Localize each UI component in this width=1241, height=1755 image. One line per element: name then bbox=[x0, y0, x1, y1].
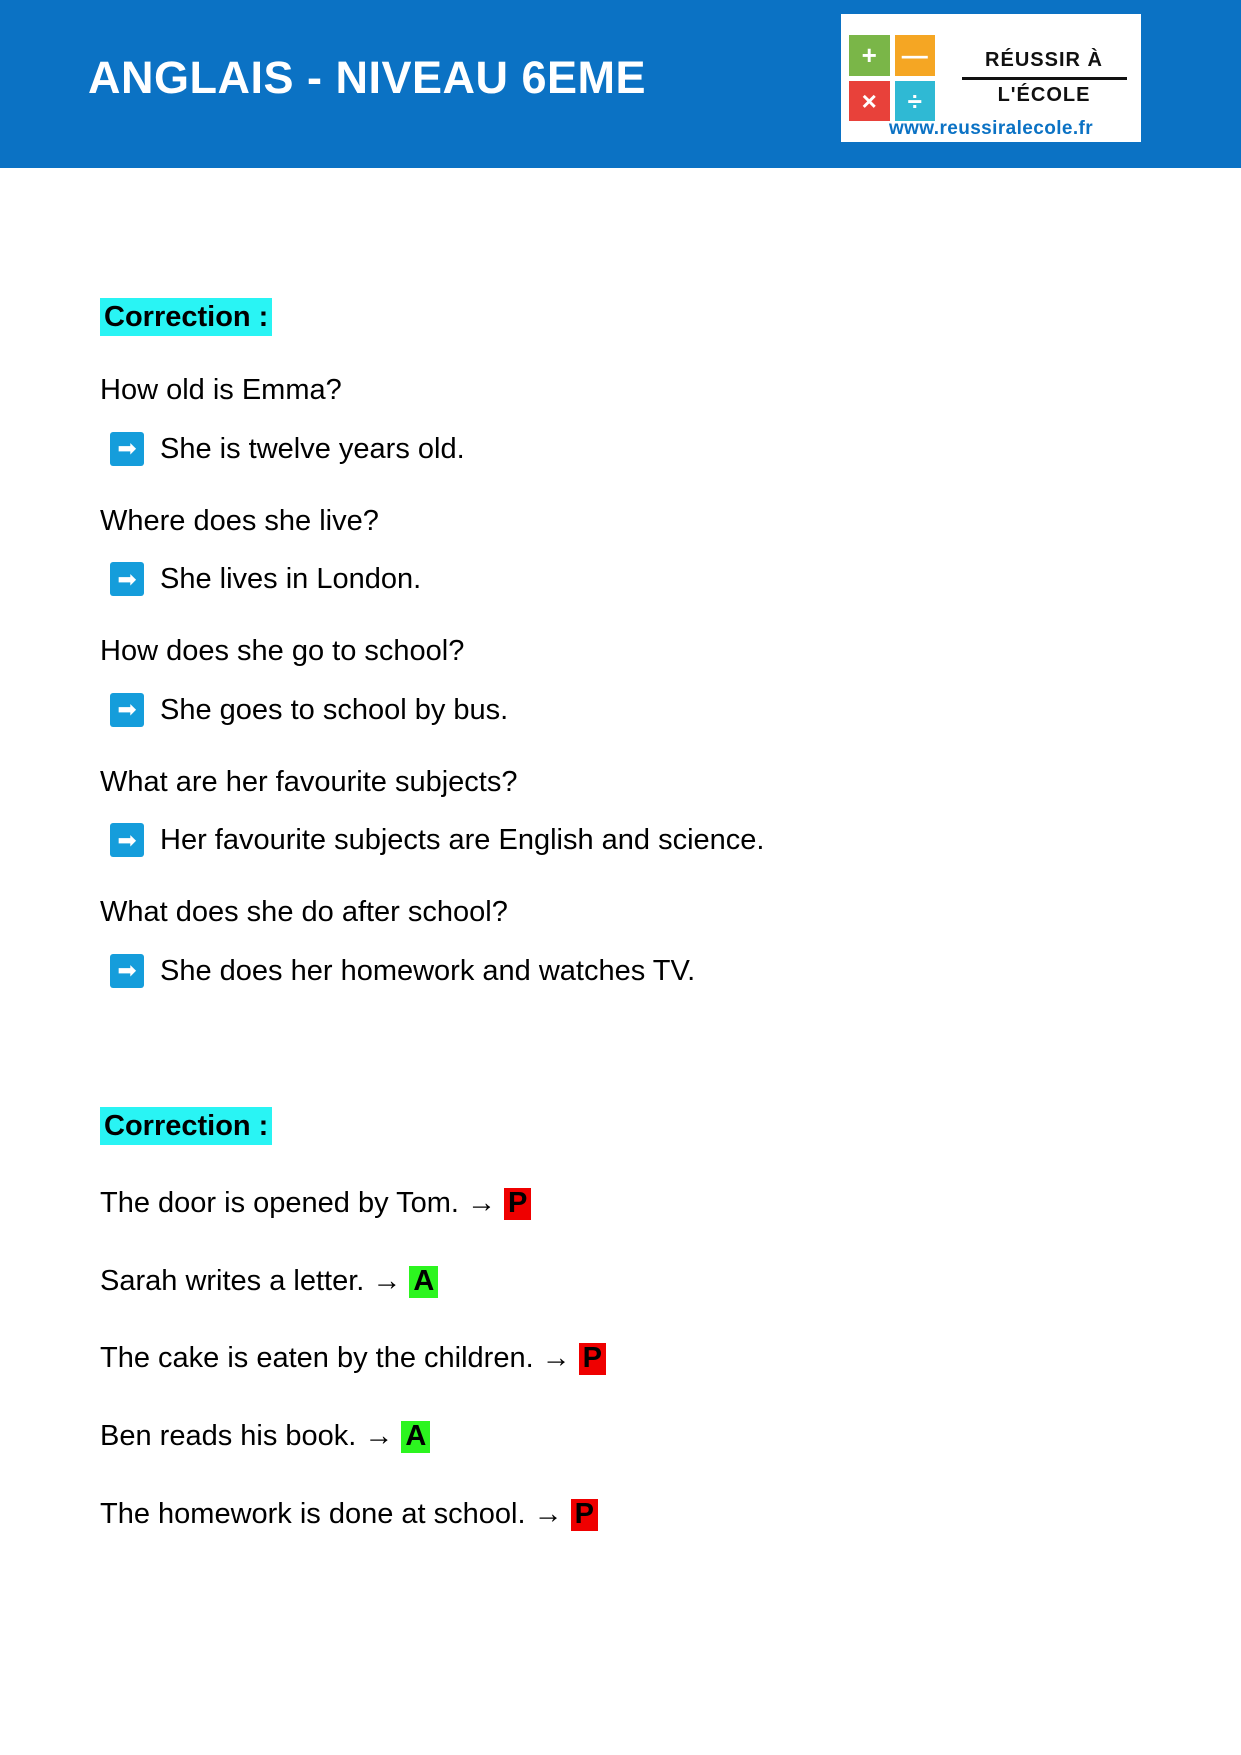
divide-icon: ÷ bbox=[895, 81, 936, 122]
arrow-right-icon: ➡ bbox=[110, 432, 144, 466]
logo-divider bbox=[962, 77, 1127, 80]
voice-sentence: The cake is eaten by the children. bbox=[100, 1342, 534, 1375]
voice-sentence: Ben reads his book. bbox=[100, 1420, 357, 1453]
logo-line-1: RÉUSSIR À bbox=[985, 49, 1103, 71]
arrow-glyph: → bbox=[541, 1342, 571, 1375]
document-body bbox=[0, 168, 1241, 1533]
plus-icon: + bbox=[849, 35, 890, 76]
answer-row bbox=[110, 953, 1141, 989]
logo-text bbox=[947, 49, 1141, 107]
arrow-right-icon: ➡ bbox=[110, 823, 144, 857]
section-heading-2: Correction : bbox=[100, 1107, 272, 1145]
voice-line bbox=[100, 1418, 1141, 1456]
question-text: Where does she live? bbox=[100, 504, 379, 537]
logo-icon-grid bbox=[849, 35, 935, 121]
times-icon: × bbox=[849, 81, 890, 122]
arrow-right-icon: ➡ bbox=[110, 954, 144, 988]
voice-sentence: The homework is done at school. bbox=[100, 1497, 526, 1530]
logo-website-url: www.reussiralecole.fr bbox=[888, 118, 1094, 139]
answer-text: Her favourite subjects are English and science. bbox=[160, 824, 765, 856]
question-text: How old is Emma? bbox=[100, 374, 342, 407]
question-text: What are her favourite subjects? bbox=[100, 765, 518, 798]
arrow-glyph: → bbox=[372, 1264, 402, 1297]
logo-line-2: L'ÉCOLE bbox=[997, 84, 1091, 106]
section-heading-1: Correction : bbox=[100, 298, 272, 336]
answer-row bbox=[110, 431, 1141, 467]
voice-line bbox=[100, 1340, 1141, 1378]
voice-tag: P bbox=[579, 1343, 606, 1375]
minus-icon: — bbox=[895, 35, 936, 76]
arrow-glyph: → bbox=[466, 1187, 496, 1219]
arrow-glyph: → bbox=[364, 1420, 394, 1453]
answer-row bbox=[110, 822, 1141, 858]
voice-sentence: The door is opened by Tom. bbox=[100, 1187, 459, 1219]
voice-tag: A bbox=[401, 1421, 430, 1453]
page-title: ANGLAIS - NIVEAU 6EME bbox=[88, 52, 647, 103]
voice-line bbox=[100, 1185, 1141, 1223]
answer-text: She lives in London. bbox=[160, 563, 422, 595]
arrow-right-icon: ➡ bbox=[110, 562, 144, 596]
voice-tag: P bbox=[571, 1499, 598, 1531]
answer-text: She goes to school by bus. bbox=[160, 693, 509, 726]
voice-line bbox=[100, 1496, 1141, 1534]
section-voice bbox=[0, 989, 1241, 1534]
arrow-glyph: → bbox=[533, 1497, 563, 1530]
voice-sentence: Sarah writes a letter. bbox=[100, 1264, 365, 1297]
section-questions bbox=[0, 168, 1241, 989]
logo bbox=[841, 14, 1141, 142]
question-text: What does she do after school? bbox=[100, 896, 508, 929]
question-text: How does she go to school? bbox=[100, 635, 465, 668]
answer-row bbox=[110, 692, 1141, 728]
answer-row bbox=[110, 561, 1141, 597]
answer-text: She does her homework and watches TV. bbox=[160, 954, 696, 987]
voice-tag: P bbox=[504, 1188, 531, 1220]
answer-text: She is twelve years old. bbox=[160, 432, 465, 465]
voice-tag: A bbox=[409, 1266, 438, 1298]
page-header bbox=[0, 0, 1241, 168]
voice-line bbox=[100, 1263, 1141, 1301]
arrow-right-icon: ➡ bbox=[110, 693, 144, 727]
